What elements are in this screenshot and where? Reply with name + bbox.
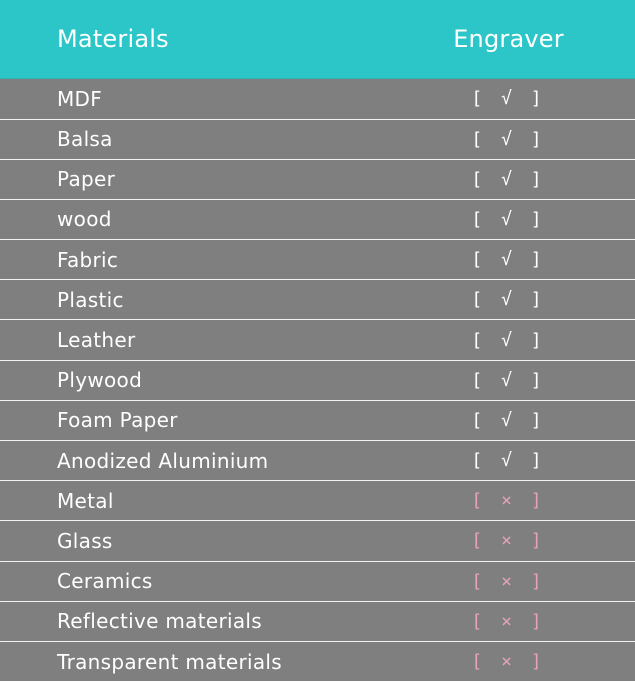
header-engraver: Engraver <box>453 25 564 53</box>
material-name: Transparent materials <box>57 649 282 674</box>
table-row <box>0 440 635 480</box>
table-body <box>0 79 635 681</box>
material-name: Metal <box>57 488 114 513</box>
engraver-support-cross: [ × ] <box>471 651 546 673</box>
table-row <box>0 119 635 159</box>
table-row <box>0 360 635 400</box>
engraver-support-cross: [ × ] <box>471 610 546 632</box>
table-row <box>0 480 635 520</box>
table-row <box>0 520 635 560</box>
engraver-support-cross: [ × ] <box>471 530 546 552</box>
engraver-support-check: [ √ ] <box>471 409 546 431</box>
header-materials: Materials <box>57 25 169 53</box>
material-name: Foam Paper <box>57 408 178 433</box>
engraver-support-check: [ √ ] <box>471 168 546 190</box>
engraver-support-check: [ √ ] <box>471 329 546 351</box>
table-row <box>0 319 635 359</box>
table-row <box>0 641 635 681</box>
material-name: MDF <box>57 86 103 111</box>
material-name: Glass <box>57 528 113 553</box>
table-row <box>0 561 635 601</box>
material-name: Fabric <box>57 247 119 272</box>
table-row <box>0 199 635 239</box>
table-row <box>0 400 635 440</box>
material-name: wood <box>57 207 112 232</box>
material-name: Balsa <box>57 127 113 152</box>
material-name: Ceramics <box>57 569 153 594</box>
material-name: Anodized Aluminium <box>57 448 269 473</box>
material-name: Paper <box>57 167 116 192</box>
material-name: Plywood <box>57 368 143 393</box>
engraver-support-check: [ √ ] <box>471 369 546 391</box>
engraver-support-check: [ √ ] <box>471 208 546 230</box>
material-name: Reflective materials <box>57 609 262 634</box>
table-row <box>0 159 635 199</box>
table-row <box>0 239 635 279</box>
engraver-support-check: [ √ ] <box>471 128 546 150</box>
table-row <box>0 601 635 641</box>
engraver-support-check: [ √ ] <box>471 289 546 311</box>
material-name: Leather <box>57 328 136 353</box>
engraver-support-cross: [ × ] <box>471 570 546 592</box>
material-name: Plastic <box>57 287 124 312</box>
table-header <box>0 0 635 79</box>
table-row <box>0 279 635 319</box>
table-row <box>0 79 635 119</box>
engraver-support-cross: [ × ] <box>471 490 546 512</box>
engraver-support-check: [ √ ] <box>471 249 546 271</box>
engraver-support-check: [ √ ] <box>471 450 546 472</box>
engraver-support-check: [ √ ] <box>471 88 546 110</box>
